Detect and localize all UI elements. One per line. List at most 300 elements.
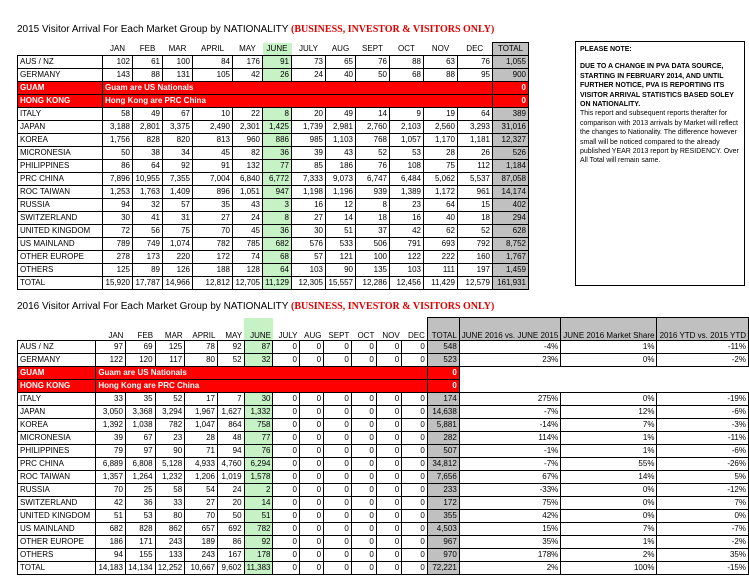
data-cell-aug: 0 — [299, 432, 323, 445]
data-cell-dec: 95 — [458, 69, 493, 82]
empty-cell — [657, 380, 749, 393]
row-label-korea: KOREA — [18, 419, 96, 432]
data-cell-nov: 75 — [424, 160, 458, 173]
comparison-cell: 75% — [459, 497, 561, 510]
data-cell-april: 1,047 — [185, 419, 218, 432]
data-cell-dec: 0 — [402, 549, 428, 562]
data-cell-dec: 0 — [402, 510, 428, 523]
data-cell-jan: 50 — [103, 147, 133, 160]
data-cell-dec: 15 — [458, 199, 493, 212]
data-cell-feb: 2,801 — [133, 121, 163, 134]
note-heading: PLEASE NOTE: — [580, 46, 632, 53]
data-cell-oct: 23 — [390, 199, 424, 212]
data-cell-may: 45 — [233, 225, 263, 238]
data-cell-mar: 92 — [163, 160, 193, 173]
row-label-total: TOTAL — [18, 562, 96, 575]
title-2015: 2015 Visitor Arrival For Each Market Group by NATIONALITY (BUSINESS, INVESTOR & VISITORS ONLY) — [17, 24, 495, 35]
data-cell-mar: 117 — [155, 354, 185, 367]
data-cell-july: 0 — [273, 536, 299, 549]
comparison-cell: -7% — [657, 523, 749, 536]
data-cell-sept: 12,286 — [356, 277, 390, 290]
data-cell-april: 782 — [193, 238, 233, 251]
table-row — [18, 510, 749, 523]
data-cell-total: 402 — [493, 199, 529, 212]
data-cell-may: 692 — [217, 523, 244, 536]
data-cell-nov: 0 — [376, 406, 401, 419]
data-cell-oct: 0 — [351, 354, 376, 367]
data-cell-nov: 19 — [424, 108, 458, 121]
data-cell-april: 17 — [185, 393, 218, 406]
data-cell-sept: 0 — [324, 471, 352, 484]
row-label-italy: ITALY — [18, 393, 96, 406]
data-cell-may: 167 — [217, 549, 244, 562]
data-cell-mar: 1,074 — [163, 238, 193, 251]
data-cell-nov: 0 — [376, 497, 401, 510]
data-cell-sept: 939 — [356, 186, 390, 199]
comparison-cell: 42% — [459, 510, 561, 523]
data-cell-oct: 0 — [351, 445, 376, 458]
data-cell-may: 20 — [217, 497, 244, 510]
data-cell-total: 72,221 — [427, 562, 459, 575]
data-cell-april: 189 — [185, 536, 218, 549]
data-cell-dec: 0 — [402, 341, 428, 354]
data-cell-mar: 125 — [155, 341, 185, 354]
data-cell-sept: 0 — [324, 497, 352, 510]
data-cell-may: 86 — [217, 536, 244, 549]
table-row — [18, 380, 749, 393]
data-cell-jan: 186 — [96, 536, 126, 549]
data-cell-jan: 58 — [103, 108, 133, 121]
table-row — [18, 69, 529, 82]
row-label-roc-taiwan: ROC TAIWAN — [18, 186, 103, 199]
data-cell-nov: 63 — [424, 56, 458, 69]
data-cell-nov: 693 — [424, 238, 458, 251]
data-cell-jan: 1,392 — [96, 419, 126, 432]
data-cell-june: 30 — [244, 393, 273, 406]
column-header-extra: JUNE 2016 Market Share — [561, 318, 657, 341]
data-cell-oct: 68 — [390, 69, 424, 82]
comparison-cell: 0% — [561, 510, 657, 523]
table-row — [18, 199, 529, 212]
data-cell-june: 886 — [263, 134, 292, 147]
row-label-prc-china: PRC CHINA — [18, 173, 103, 186]
data-cell-mar: 133 — [155, 549, 185, 562]
data-cell-dec: 0 — [402, 497, 428, 510]
data-cell-oct: 88 — [390, 56, 424, 69]
row-label-roc-taiwan: ROC TAIWAN — [18, 471, 96, 484]
data-cell-feb: 88 — [133, 69, 163, 82]
data-cell-april: 27 — [193, 212, 233, 225]
data-cell-july: 0 — [273, 458, 299, 471]
row-note: Hong Kong are PRC China — [96, 380, 428, 393]
data-cell-total: 389 — [493, 108, 529, 121]
data-cell-feb: 14,134 — [125, 562, 155, 575]
table-row — [18, 471, 749, 484]
data-cell-feb: 38 — [133, 147, 163, 160]
data-cell-june: 51 — [244, 510, 273, 523]
data-cell-dec: 0 — [402, 419, 428, 432]
data-cell-dec: 18 — [458, 212, 493, 225]
data-cell-sept: 0 — [324, 484, 352, 497]
data-cell-may: 2,301 — [233, 121, 263, 134]
data-cell-nov: 1,170 — [424, 134, 458, 147]
header-row — [18, 318, 749, 341]
empty-cell — [459, 380, 561, 393]
data-cell-jan: 39 — [96, 432, 126, 445]
data-cell-may: 74 — [233, 251, 263, 264]
table-row — [18, 251, 529, 264]
row-label-united-kingdom: UNITED KINGDOM — [18, 225, 103, 238]
data-cell-dec: 0 — [402, 523, 428, 536]
data-cell-nov: 0 — [376, 393, 401, 406]
data-cell-oct: 0 — [351, 549, 376, 562]
data-cell-feb: 97 — [125, 445, 155, 458]
data-cell-feb: 32 — [133, 199, 163, 212]
data-cell-july: 985 — [292, 134, 326, 147]
table-row — [18, 549, 749, 562]
row-note: Guam are US Nationals — [96, 367, 428, 380]
data-cell-sept: 100 — [356, 251, 390, 264]
column-header-july: JULY — [299, 43, 318, 53]
comparison-cell: 0% — [561, 393, 657, 406]
data-cell-april: 657 — [185, 523, 218, 536]
data-cell-july: 0 — [273, 497, 299, 510]
data-cell-may: 43 — [233, 199, 263, 212]
data-cell-total: 7,656 — [427, 471, 459, 484]
data-cell-june: 92 — [244, 536, 273, 549]
data-cell-june: 1,332 — [244, 406, 273, 419]
comparison-cell: 7% — [561, 419, 657, 432]
data-cell-mar: 100 — [163, 56, 193, 69]
row-label-japan: JAPAN — [18, 121, 103, 134]
column-header-jan: JAN — [109, 43, 126, 53]
data-cell-jan: 86 — [103, 160, 133, 173]
data-cell-june: 947 — [263, 186, 292, 199]
data-cell-mar: 3,375 — [163, 121, 193, 134]
data-cell-may: 92 — [217, 341, 244, 354]
data-cell-dec: 0 — [402, 562, 428, 575]
data-cell-total: 34,812 — [427, 458, 459, 471]
data-cell-dec: 0 — [402, 445, 428, 458]
data-cell-aug: 0 — [299, 458, 323, 471]
comparison-cell: -12% — [657, 484, 749, 497]
data-cell-mar: 862 — [155, 523, 185, 536]
data-cell-aug: 1,196 — [326, 186, 356, 199]
row-label-guam: GUAM — [18, 367, 96, 380]
data-cell-sept: 0 — [324, 406, 352, 419]
data-cell-feb: 1,763 — [133, 186, 163, 199]
data-cell-mar: 31 — [163, 212, 193, 225]
data-cell-may: 1,019 — [217, 471, 244, 484]
column-header-jan: JAN — [108, 331, 124, 340]
data-cell-dec: 5,537 — [458, 173, 493, 186]
data-cell-nov: 1,172 — [424, 186, 458, 199]
row-label-other-europe: OTHER EUROPE — [18, 251, 103, 264]
column-header-july: JULY — [278, 331, 298, 340]
data-cell-sept: 135 — [356, 264, 390, 277]
column-header-extra: JUNE 2016 vs. JUNE 2015 — [459, 318, 561, 341]
data-cell-oct: 0 — [351, 419, 376, 432]
comparison-cell: -19% — [657, 393, 749, 406]
data-cell-feb: 1,038 — [125, 419, 155, 432]
data-cell-feb: 10,955 — [133, 173, 163, 186]
data-cell-oct: 9 — [390, 108, 424, 121]
row-label-switzerland: SWITZERLAND — [18, 497, 96, 510]
table-row — [18, 406, 749, 419]
data-cell-jan: 1,756 — [103, 134, 133, 147]
data-cell-aug: 0 — [299, 562, 323, 575]
data-cell-mar: 33 — [155, 497, 185, 510]
data-cell-jan: 1,357 — [96, 471, 126, 484]
data-cell-oct: 0 — [351, 393, 376, 406]
data-cell-mar: 75 — [163, 225, 193, 238]
data-cell-jan: 122 — [96, 354, 126, 367]
comparison-cell: -7% — [459, 406, 561, 419]
data-cell-july: 0 — [273, 484, 299, 497]
column-header-oct: OCT — [357, 331, 375, 340]
data-cell-april: 28 — [185, 432, 218, 445]
table-row — [18, 95, 529, 108]
data-cell-april: 91 — [193, 160, 233, 173]
data-cell-mar: 782 — [155, 419, 185, 432]
data-cell-aug: 0 — [299, 497, 323, 510]
column-header-may: MAY — [239, 43, 256, 53]
data-cell-april: 35 — [193, 199, 233, 212]
data-cell-sept: 0 — [324, 523, 352, 536]
data-cell-feb: 828 — [133, 134, 163, 147]
comparison-cell: 100% — [561, 562, 657, 575]
data-cell-jan: 278 — [103, 251, 133, 264]
data-cell-mar: 131 — [163, 69, 193, 82]
data-cell-feb: 25 — [125, 484, 155, 497]
data-cell-total: 5,881 — [427, 419, 459, 432]
table-row — [18, 354, 749, 367]
data-cell-nov: 40 — [424, 212, 458, 225]
data-cell-june: 8 — [263, 212, 292, 225]
data-cell-jan: 6,889 — [96, 458, 126, 471]
data-cell-sept: 0 — [324, 354, 352, 367]
data-cell-may: 82 — [233, 147, 263, 160]
comparison-cell: -15% — [657, 562, 749, 575]
row-label-russia: RUSSIA — [18, 199, 103, 212]
data-cell-feb: 173 — [133, 251, 163, 264]
data-cell-mar: 126 — [163, 264, 193, 277]
row-total: 0 — [493, 82, 529, 95]
row-label-italy: ITALY — [18, 108, 103, 121]
data-cell-april: 27 — [185, 497, 218, 510]
row-label-germany: GERMANY — [18, 354, 96, 367]
data-cell-may: 24 — [217, 484, 244, 497]
comparison-cell: 35% — [459, 536, 561, 549]
data-cell-aug: 533 — [326, 238, 356, 251]
comparison-cell: 14% — [561, 471, 657, 484]
data-cell-total: 282 — [427, 432, 459, 445]
data-cell-july: 0 — [273, 562, 299, 575]
data-cell-july: 27 — [292, 212, 326, 225]
data-cell-may: 48 — [217, 432, 244, 445]
data-cell-mar: 80 — [155, 510, 185, 523]
data-cell-june: 6,294 — [244, 458, 273, 471]
row-label-hong-kong: HONG KONG — [18, 380, 96, 393]
data-cell-may: 12,705 — [233, 277, 263, 290]
data-cell-dec: 0 — [402, 354, 428, 367]
data-cell-oct: 0 — [351, 432, 376, 445]
data-cell-aug: 51 — [326, 225, 356, 238]
data-cell-feb: 41 — [133, 212, 163, 225]
data-cell-mar: 23 — [155, 432, 185, 445]
column-header-nov: NOV — [382, 331, 400, 340]
data-cell-july: 12,305 — [292, 277, 326, 290]
data-cell-july: 7,333 — [292, 173, 326, 186]
data-cell-feb: 36 — [125, 497, 155, 510]
data-cell-jan: 72 — [103, 225, 133, 238]
row-label-aus-nz: AUS / NZ — [18, 56, 103, 69]
row-label-others: OTHERS — [18, 549, 96, 562]
empty-cell — [459, 367, 561, 380]
data-cell-aug: 1,103 — [326, 134, 356, 147]
data-cell-jan: 682 — [96, 523, 126, 536]
data-cell-mar: 820 — [163, 134, 193, 147]
column-header-feb: FEB — [137, 331, 154, 340]
comparison-cell: -4% — [459, 341, 561, 354]
row-total: 0 — [493, 95, 529, 108]
comparison-cell: -11% — [657, 341, 749, 354]
data-cell-nov: 0 — [376, 341, 401, 354]
row-total: 0 — [427, 367, 459, 380]
data-cell-mar: 52 — [155, 393, 185, 406]
comparison-cell: 1% — [561, 432, 657, 445]
data-cell-jan: 79 — [96, 445, 126, 458]
data-cell-nov: 88 — [424, 69, 458, 82]
column-header-april: APRIL — [192, 331, 216, 340]
data-cell-total: 967 — [427, 536, 459, 549]
table-row — [18, 134, 529, 147]
data-cell-july: 0 — [273, 393, 299, 406]
data-cell-sept: 0 — [324, 445, 352, 458]
data-cell-sept: 14 — [356, 108, 390, 121]
data-cell-feb: 89 — [133, 264, 163, 277]
column-header-total: TOTAL — [427, 318, 459, 341]
data-cell-may: 52 — [217, 354, 244, 367]
data-cell-oct: 12,456 — [390, 277, 424, 290]
empty-cell — [657, 367, 749, 380]
data-cell-oct: 0 — [351, 458, 376, 471]
row-label-germany: GERMANY — [18, 69, 103, 82]
table-row — [18, 536, 749, 549]
data-cell-may: 785 — [233, 238, 263, 251]
data-cell-may: 42 — [233, 69, 263, 82]
data-cell-sept: 0 — [324, 458, 352, 471]
data-cell-july: 57 — [292, 251, 326, 264]
data-cell-nov: 0 — [376, 354, 401, 367]
row-label-us-mainland: US MAINLAND — [18, 238, 103, 251]
data-cell-sept: 2,760 — [356, 121, 390, 134]
data-cell-jan: 94 — [96, 549, 126, 562]
comparison-cell: -14% — [459, 419, 561, 432]
data-cell-july: 85 — [292, 160, 326, 173]
table-row — [18, 497, 749, 510]
row-label-others: OTHERS — [18, 264, 103, 277]
row-label-korea: KOREA — [18, 134, 103, 147]
data-cell-jan: 30 — [103, 212, 133, 225]
data-cell-total: 31,016 — [493, 121, 529, 134]
data-cell-sept: 0 — [324, 536, 352, 549]
data-cell-sept: 0 — [324, 549, 352, 562]
data-cell-dec: 26 — [458, 147, 493, 160]
data-cell-mar: 1,409 — [163, 186, 193, 199]
empty-cell — [561, 380, 657, 393]
data-cell-feb: 155 — [125, 549, 155, 562]
data-cell-aug: 0 — [299, 536, 323, 549]
table-row — [18, 432, 749, 445]
data-cell-dec: 76 — [458, 56, 493, 69]
data-cell-nov: 2,560 — [424, 121, 458, 134]
data-cell-dec: 0 — [402, 471, 428, 484]
data-cell-mar: 12,252 — [155, 562, 185, 575]
data-cell-sept: 18 — [356, 212, 390, 225]
column-header-feb: FEB — [139, 43, 156, 53]
data-cell-nov: 62 — [424, 225, 458, 238]
data-cell-dec: 0 — [402, 406, 428, 419]
data-cell-total: 628 — [493, 225, 529, 238]
data-cell-oct: 1,057 — [390, 134, 424, 147]
comparison-cell: -6% — [657, 445, 749, 458]
data-cell-feb: 61 — [133, 56, 163, 69]
data-cell-mar: 67 — [163, 108, 193, 121]
column-header-aug: AUG — [304, 331, 322, 340]
header-blank — [18, 43, 103, 56]
row-label-other-europe: OTHER EUROPE — [18, 536, 96, 549]
comparison-cell: -2% — [657, 354, 749, 367]
data-cell-total: 14,174 — [493, 186, 529, 199]
data-cell-dec: 52 — [458, 225, 493, 238]
data-cell-july: 1,739 — [292, 121, 326, 134]
comparison-cell: 1% — [561, 536, 657, 549]
table-row — [18, 445, 749, 458]
data-cell-mar: 57 — [163, 199, 193, 212]
data-cell-jan: 143 — [103, 69, 133, 82]
data-cell-feb: 120 — [125, 354, 155, 367]
data-cell-mar: 90 — [155, 445, 185, 458]
comparison-cell: 12% — [561, 406, 657, 419]
data-cell-sept: 0 — [324, 562, 352, 575]
data-cell-total: 4,503 — [427, 523, 459, 536]
table-row — [18, 419, 749, 432]
data-cell-mar: 34 — [163, 147, 193, 160]
data-cell-may: 7 — [217, 393, 244, 406]
data-cell-april: 105 — [193, 69, 233, 82]
note-body-text: This report and subsequent reports therafter for comparison with 2013 arrivals by Market will reflect the changes to Nationality. The difference however small will be noticed compared to the already published YEAR 2013 report by RESIDENCY. Over All Total will remain same. — [580, 110, 739, 165]
comparison-cell: 0% — [561, 497, 657, 510]
column-header-extra: 2016 YTD vs. 2015 YTD — [657, 318, 749, 341]
data-cell-jan: 14,183 — [96, 562, 126, 575]
data-cell-aug: 0 — [299, 510, 323, 523]
comparison-cell: -1% — [459, 445, 561, 458]
data-cell-oct: 0 — [351, 341, 376, 354]
comparison-cell: 23% — [459, 354, 561, 367]
comparison-cell: 2% — [561, 549, 657, 562]
data-cell-total: 294 — [493, 212, 529, 225]
data-cell-july: 16 — [292, 199, 326, 212]
data-cell-sept: 52 — [356, 147, 390, 160]
data-cell-aug: 0 — [299, 445, 323, 458]
column-header-aug: AUG — [331, 43, 350, 53]
data-cell-aug: 40 — [326, 69, 356, 82]
data-cell-july: 24 — [292, 69, 326, 82]
note-bold-text: DUE TO A CHANGE IN PVA DATA SOURCE, STARTING IN FEBRUARY 2014, AND UNTIL FURTHER NOTICE, PVA IS REPORTING ITS VISITOR ARRIVAL STATISTICS BASED SOLEY ON NATIONALITY. — [580, 63, 734, 109]
data-cell-june: 1,578 — [244, 471, 273, 484]
data-cell-aug: 90 — [326, 264, 356, 277]
